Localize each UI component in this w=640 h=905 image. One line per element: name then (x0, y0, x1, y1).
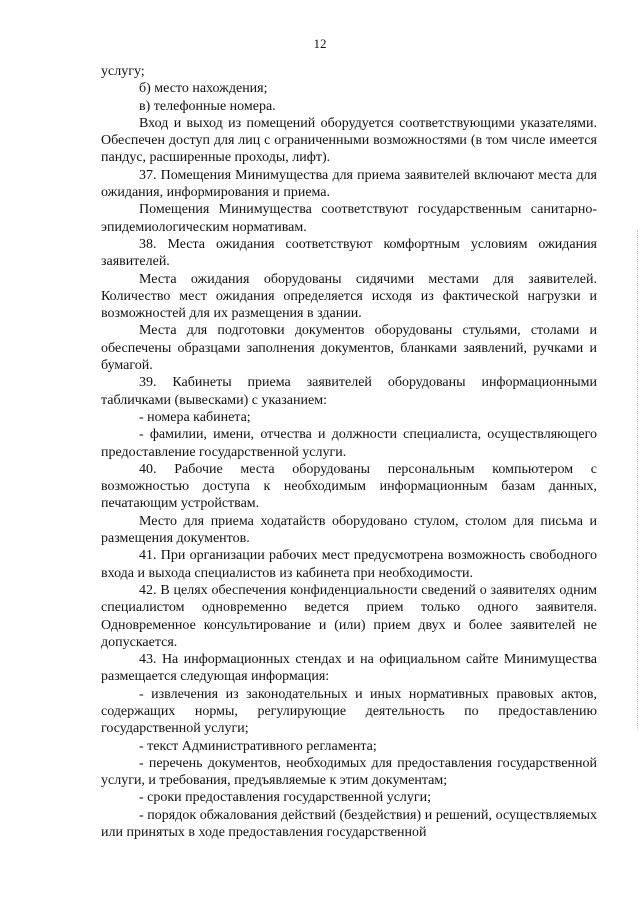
paragraph: 42. В целях обеспечения конфиденциальности сведений о заявителях одним специалистом одновременно ведется прием только одного заявителя. Одновременное консультирование и (или) прием двух и более заявителей не допускается. (101, 582, 597, 650)
paragraph: Место для приема ходатайств оборудовано стулом, столом для письма и размещения документов. (101, 513, 597, 547)
paragraph: б) место нахождения; (139, 81, 268, 97)
paragraph: - номера кабинета; (139, 409, 251, 425)
paragraph: в) телефонные номера. (139, 98, 276, 114)
paragraph: 41. При организации рабочих мест предусмотрена возможность свободного входа и выхода специалистов из кабинета при необходимости. (101, 548, 597, 581)
paragraph: Помещения Минимущества соответствуют государственным санитарно-эпидемиологическим нормативам. (101, 202, 597, 235)
paragraph: Вход и выход из помещений оборудуется соответствующими указателями. Обеспечен доступ для лиц с ограниченными возможностями (в том числе имеется пандус, расширенные проходы, лифт). (101, 115, 597, 166)
paragraph: - порядок обжалования действий (бездействия) и решений, осуществляемых или принятых в ходе предоставления государственной (101, 807, 597, 841)
paragraph: Места ожидания оборудованы сидячими местами для заявителей. Количество мест ожидания определяется исходя из фактической нагрузки и возможностей для их размещения в здании. (101, 271, 597, 322)
scan-edge-line (637, 230, 638, 730)
paragraph: 37. Помещения Минимущества для приема заявителей включают места для ожидания, информирования и приема. (101, 167, 597, 201)
paragraph: - извлечения из законодательных и иных нормативных правовых актов, содержащих нормы, регулирующие деятельность по предоставлению государственной услуги; (101, 686, 597, 737)
paragraph: Места для подготовки документов оборудованы стульями, столами и обеспечены образцами заполнения документов, бланками заявлений, ручками и бумагой. (101, 323, 597, 374)
page-number: 12 (313, 36, 327, 51)
paragraph: - фамилии, имени, отчества и должности специалиста, осуществляющего предоставление государственной услуги. (101, 427, 597, 460)
document-body (101, 63, 597, 841)
paragraph: - перечень документов, необходимых для предоставления государственной услуги, и требования, предъявляемые к этим документам; (101, 755, 597, 789)
paragraph: услугу; (101, 64, 145, 79)
paragraph: 43. На информационных стендах и на официальном сайте Минимущества размещается следующая информация: (101, 652, 597, 685)
paragraph: - сроки предоставления государственной услуги; (139, 790, 432, 806)
paragraph: 38. Места ожидания соответствуют комфортным условиям ожидания заявителей. (101, 236, 597, 270)
paragraph: - текст Административного регламента; (139, 738, 377, 754)
paragraph: 39. Кабинеты приема заявителей оборудованы информационными табличками (вывесками) с указанием: (101, 375, 597, 408)
paragraph: 40. Рабочие места оборудованы персональным компьютером с возможностью доступа к необходимым информационным базам данных, печатающим устройствам. (101, 461, 597, 512)
